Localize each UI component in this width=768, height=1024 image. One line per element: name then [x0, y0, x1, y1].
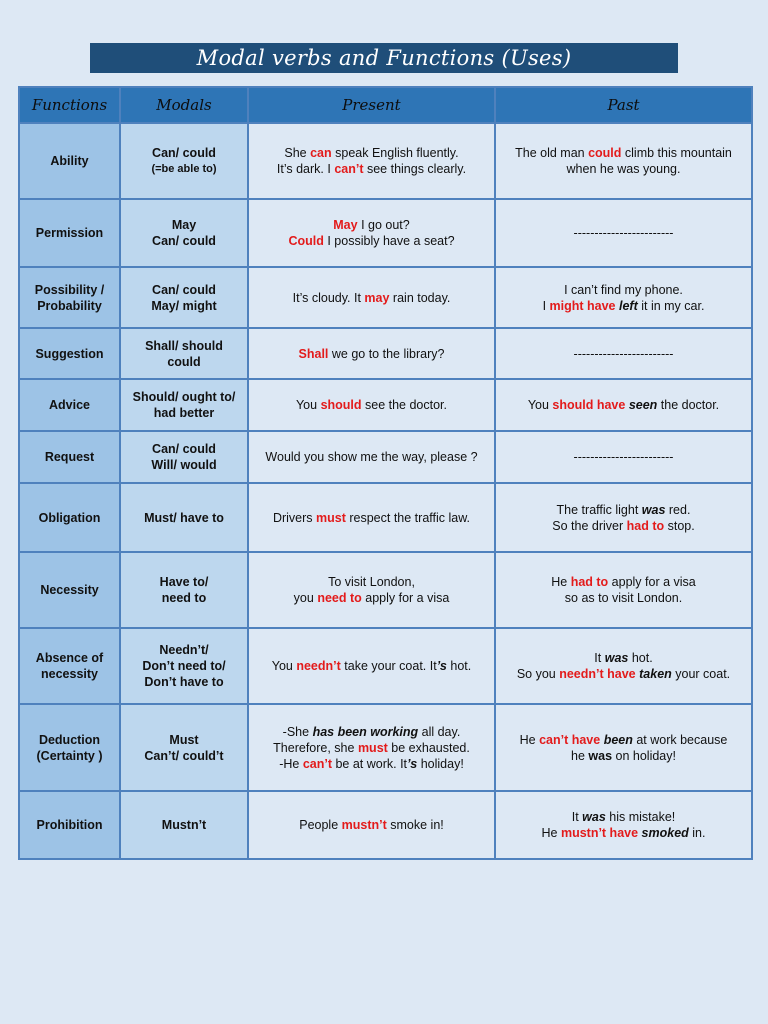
past-example: I can’t find my phone. I might have left it in my car. — [495, 267, 752, 328]
modals-cell: Mustn’t — [120, 791, 248, 859]
modals-cell: Should/ ought to/ had better — [120, 379, 248, 431]
modals-cell: Must Can’t/ could’t — [120, 704, 248, 791]
function-cell: Absence of necessity — [19, 628, 120, 704]
past-example: It was hot. So you needn’t have taken your coat. — [495, 628, 752, 704]
present-example: Drivers must respect the traffic law. — [248, 483, 495, 552]
row-possibility — [19, 267, 752, 328]
function-cell: Permission — [19, 199, 120, 267]
function-cell: Necessity — [19, 552, 120, 628]
past-example: You should have seen the doctor. — [495, 379, 752, 431]
function-cell: Prohibition — [19, 791, 120, 859]
present-example: You needn’t take your coat. It’s hot. — [248, 628, 495, 704]
modals-cell: Can/ could (=be able to) — [120, 123, 248, 199]
present-example: -She has been working all day. Therefore, she must be exhausted. -He can’t be at work. It’s holiday! — [248, 704, 495, 791]
function-cell: Ability — [19, 123, 120, 199]
row-ability — [19, 123, 752, 199]
past-example: ------------------------ — [495, 199, 752, 267]
modals-cell: May Can/ could — [120, 199, 248, 267]
row-absence-of-necessity — [19, 628, 752, 704]
row-obligation — [19, 483, 752, 552]
past-example: ------------------------ — [495, 328, 752, 379]
modals-cell: Needn’t/ Don’t need to/ Don’t have to — [120, 628, 248, 704]
header-modals: Modals — [120, 87, 248, 123]
present-example: To visit London, you need to apply for a visa — [248, 552, 495, 628]
row-suggestion — [19, 328, 752, 379]
page-title: Modal verbs and Functions (Uses) — [90, 43, 678, 73]
row-advice — [19, 379, 752, 431]
past-example: It was his mistake! He mustn’t have smoked in. — [495, 791, 752, 859]
past-example: ------------------------ — [495, 431, 752, 483]
present-example: May I go out? Could I possibly have a seat? — [248, 199, 495, 267]
table-header-row — [19, 87, 752, 123]
row-request — [19, 431, 752, 483]
modals-cell: Shall/ should could — [120, 328, 248, 379]
present-example: She can speak English fluently. It’s dark. I can’t see things clearly. — [248, 123, 495, 199]
function-cell: Obligation — [19, 483, 120, 552]
function-cell: Suggestion — [19, 328, 120, 379]
header-present: Present — [248, 87, 495, 123]
past-example: The traffic light was red. So the driver had to stop. — [495, 483, 752, 552]
function-cell: Advice — [19, 379, 120, 431]
row-deduction — [19, 704, 752, 791]
header-past: Past — [495, 87, 752, 123]
function-cell: Deduction (Certainty ) — [19, 704, 120, 791]
past-example: He can’t have been at work because he was on holiday! — [495, 704, 752, 791]
present-example: It’s cloudy. It may rain today. — [248, 267, 495, 328]
past-example: The old man could climb this mountain when he was young. — [495, 123, 752, 199]
present-example: Shall we go to the library? — [248, 328, 495, 379]
modals-cell: Can/ could Will/ would — [120, 431, 248, 483]
modal-verbs-table — [18, 86, 753, 860]
present-example: Would you show me the way, please ? — [248, 431, 495, 483]
row-prohibition — [19, 791, 752, 859]
row-permission — [19, 199, 752, 267]
present-example: You should see the doctor. — [248, 379, 495, 431]
modals-cell: Have to/ need to — [120, 552, 248, 628]
modals-cell: Must/ have to — [120, 483, 248, 552]
row-necessity — [19, 552, 752, 628]
header-functions: Functions — [19, 87, 120, 123]
present-example: People mustn’t smoke in! — [248, 791, 495, 859]
function-cell: Request — [19, 431, 120, 483]
modals-cell: Can/ could May/ might — [120, 267, 248, 328]
past-example: He had to apply for a visa so as to visit London. — [495, 552, 752, 628]
function-cell: Possibility / Probability — [19, 267, 120, 328]
